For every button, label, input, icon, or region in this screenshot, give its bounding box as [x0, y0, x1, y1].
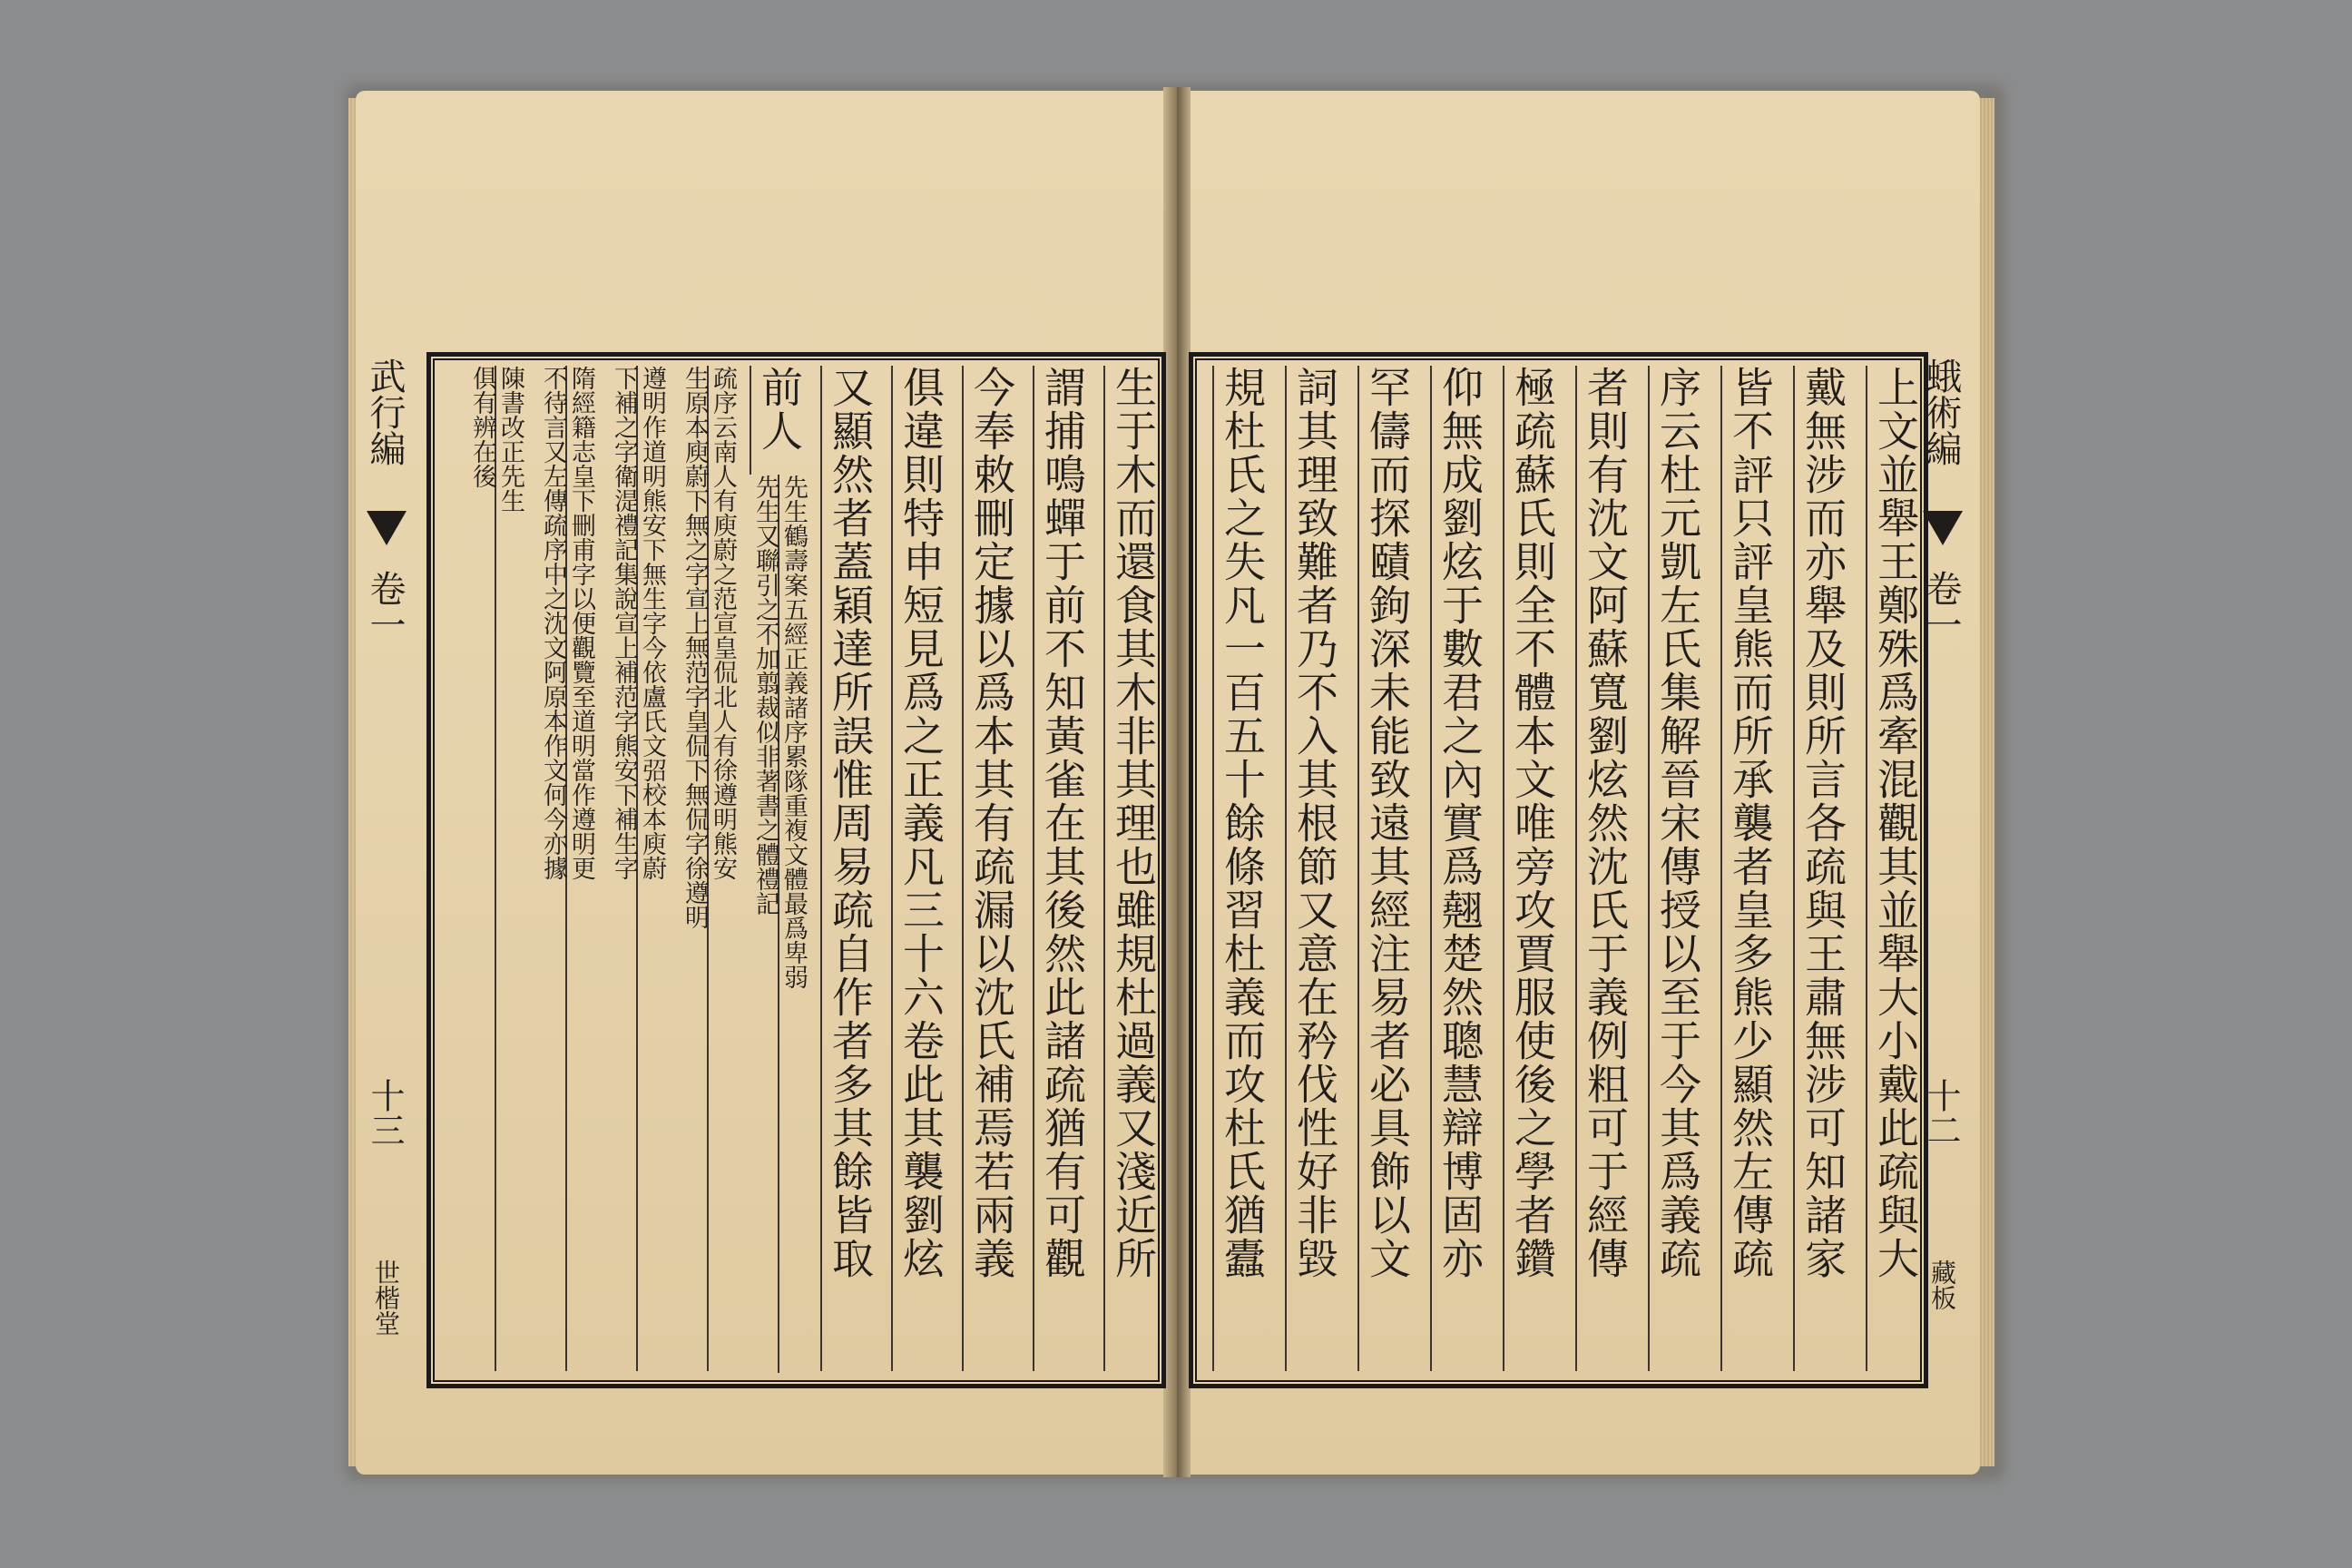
- text-column: 規杜氏之失凡一百五十餘條習杜義而攻杜氏猶蠹: [1212, 366, 1270, 1371]
- commentary-column: 不待言又左傳疏序中之沈文阿原本作文何今亦據: [539, 366, 567, 880]
- text-column: 皆不評只評皇熊而所承襲者皇多熊少顯然左傳疏: [1720, 366, 1779, 1371]
- fish-tail-mark: [1923, 511, 1963, 545]
- text-column: 上文並舉王鄭殊爲牽混觀其並舉大小戴此疏與大: [1866, 366, 1924, 1371]
- text-column: 詞其理致難者乃不入其根節又意在矜伐性好非毀: [1285, 366, 1343, 1371]
- commentary-column: 疏序云南人有庾蔚之范宣皇侃北人有徐遵明熊安: [707, 366, 737, 1371]
- commentary-column: 下補之字衛湜禮記集說宣上補范字熊安下補生字: [610, 366, 638, 880]
- fish-tail-mark: [367, 511, 407, 545]
- left-text-frame: [426, 352, 1166, 1388]
- text-column: 前人: [750, 366, 808, 475]
- commentary-column: 生原本庾蔚下無之字宣上無范字皇侃下無侃字徐遵明: [681, 366, 709, 929]
- commentary-column: 陳書改正先生: [495, 366, 524, 1371]
- right-fold-page-number: 十二: [1921, 1078, 1961, 1147]
- text-column: 生于木而還食其木非其理也雖規杜過義又淺近所: [1103, 366, 1161, 1371]
- book-spine: [1163, 87, 1191, 1477]
- commentary-column: 俱有辨在後: [468, 366, 496, 488]
- left-fold-page-number: 十三: [365, 1078, 405, 1147]
- commentary-column: 隋經籍志皇下刪甫字以便觀覽至道明當作遵明更: [565, 366, 595, 1371]
- text-column: 今奉敕刪定據以爲本其有疏漏以沈氏補焉若兩義: [962, 366, 1020, 1371]
- left-fold-volume: 卷一: [364, 570, 406, 642]
- commentary-column: 遵明作道明熊安下無生字今依盧氏文弨校本庾蔚: [636, 366, 666, 1371]
- text-column: 戴無涉而亦舉及則所言各疏與王肅無涉可知諸家: [1793, 366, 1851, 1371]
- text-column: 俱違則特申短見爲之正義凡三十六卷此其襲劉炫: [891, 366, 949, 1371]
- left-fold-press-name: 世楷堂: [371, 1259, 401, 1336]
- right-page-fold-margin: [1919, 352, 1965, 1379]
- right-fold-volume: 卷一: [1920, 570, 1962, 642]
- commentary-column: 先生鶴壽案五經正義諸序累隊重複文體最爲卑弱: [778, 475, 808, 1373]
- text-column: 序云杜元凱左氏集解晉宋傳授以至于今其爲義疏: [1648, 366, 1706, 1371]
- right-fold-press-name: 藏板: [1927, 1259, 1957, 1310]
- text-column: 又顯然者蓋穎達所誤惟周易疏自作者多其餘皆取: [820, 366, 878, 1371]
- text-column: 仰無成劉炫于數君之內實爲翹楚然聰慧辯博固亦: [1430, 366, 1488, 1371]
- right-fold-title: 蛾術編: [1920, 358, 1962, 466]
- text-column: 謂捕鳴蟬于前不知黃雀在其後然此諸疏猶有可觀: [1033, 366, 1091, 1371]
- text-column: 罕儔而探賾鉤深未能致遠其經注易者必具飾以文: [1357, 366, 1416, 1371]
- commentary-column: 先生又聯引之不加翦裁似非著書之體禮記: [751, 475, 779, 916]
- right-text-frame: [1189, 352, 1928, 1388]
- text-column: 者則有沈文阿蘇寬劉炫然沈氏于義例粗可于經傳: [1575, 366, 1633, 1371]
- text-column: 極疏蘇氏則全不體本文唯旁攻賈服使後之學者鑽: [1503, 366, 1561, 1371]
- left-fold-title: 武行編: [364, 358, 406, 466]
- left-page-fold-margin: [363, 352, 408, 1379]
